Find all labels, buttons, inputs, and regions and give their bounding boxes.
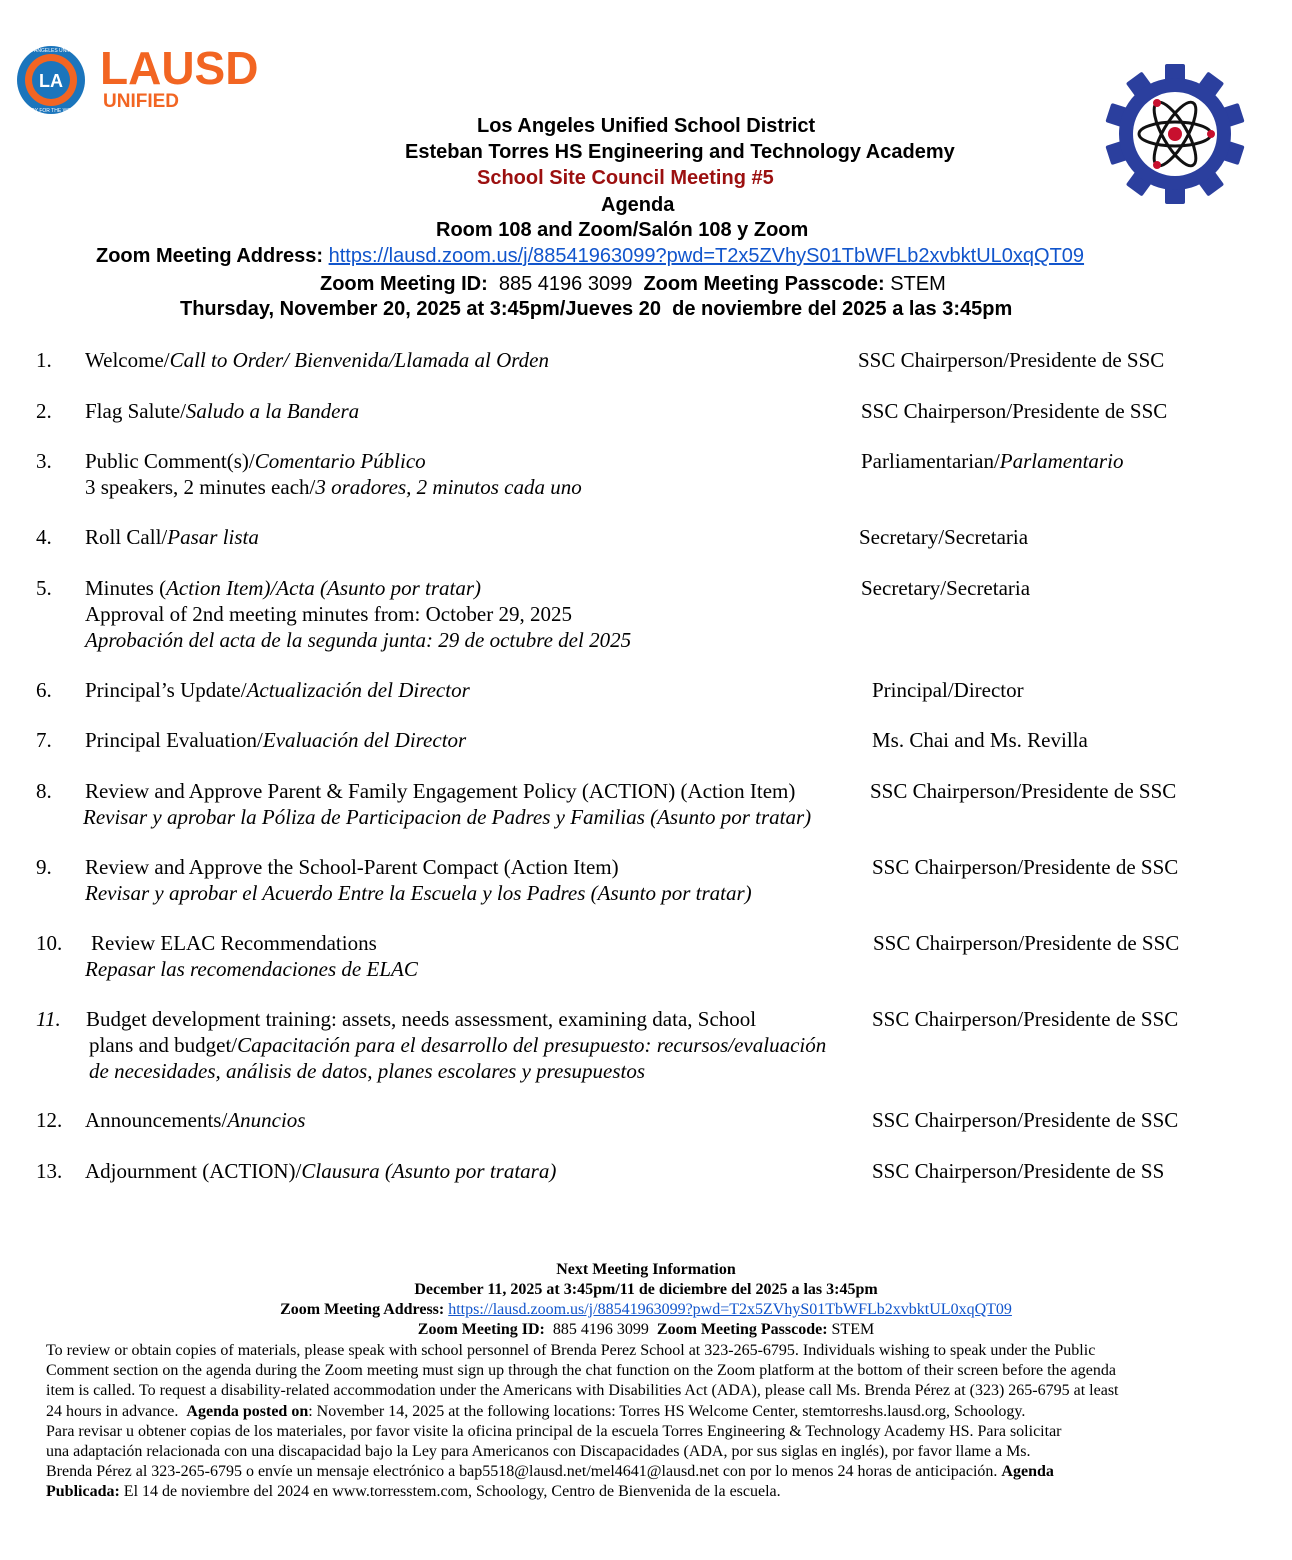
item-number: 4. <box>36 525 52 549</box>
item-presenter: SSC Chairperson/Presidente de SS <box>872 1159 1165 1183</box>
item-text: Roll Call/Pasar lista <box>85 525 259 549</box>
item-text: Principal’s Update/Actualización del Director <box>85 678 470 702</box>
zoom-id-value: 885 4196 3099 <box>487 273 644 295</box>
item-presenter: Secretary/Secretaria <box>859 525 1029 549</box>
item-text: Public Comment(s)/Comentario Público <box>85 449 426 473</box>
item-text: Review and Approve the School-Parent Compact (Action Item) <box>85 855 619 879</box>
next-zoom-id-line <box>0 1320 1292 1340</box>
item-number: 3. <box>36 449 52 473</box>
item-presenter: Ms. Chai and Ms. Revilla <box>872 728 1088 752</box>
item-presenter: Parliamentarian/Parlamentario <box>861 449 1124 473</box>
item-text: Adjournment (ACTION)/Clausura (Asunto por tratara) <box>85 1159 557 1183</box>
item-subtext-es: Repasar las recomendaciones de ELAC <box>85 957 418 981</box>
notice-line-es: Publicada: El 14 de noviembre del 2024 en www.torresstem.com, Schoology, Centro de Bienvenida de la escuela. <box>46 1483 781 1501</box>
svg-text:READY FOR THE WORLD: READY FOR THE WORLD <box>20 108 82 114</box>
next-zoom-address-label: Zoom Meeting Address: <box>280 1301 449 1318</box>
lausd-logo <box>8 38 308 122</box>
notice-line-es: Brenda Pérez al 323-265-6795 o envíe un mensaje electrónico a bap5518@lausd.net/mel4641@lausd.net con por lo menos 24 horas de anticipación. Agenda <box>46 1463 1054 1481</box>
svg-text:UNIFIED: UNIFIED <box>103 91 179 112</box>
item-presenter: SSC Chairperson/Presidente de SSC <box>872 855 1179 879</box>
item-number: 9. <box>36 855 52 879</box>
item-number: 8. <box>36 779 52 803</box>
zoom-pass-label: Zoom Meeting Passcode: <box>643 273 891 295</box>
item-subtext: 3 speakers, 2 minutes each/3 oradores, 2 minutos cada uno <box>85 475 582 499</box>
item-number: 2. <box>36 399 52 423</box>
next-zoom-address-link[interactable]: https://lausd.zoom.us/j/88541963099?pwd=T2x5ZVhyS01TbWFLb2xvbktUL0xqQT09 <box>448 1301 1012 1318</box>
item-presenter: SSC Chairperson/Presidente de SSC <box>861 399 1168 423</box>
item-subtext-es: Revisar y aprobar el Acuerdo Entre la Escuela y los Padres (Asunto por tratar) <box>85 881 752 905</box>
notice-line-es: una adaptación relacionada con una discapacidad bajo la Ley para Americanos con Discapacidades (ADA, por sus siglas en inglés), por favor llame a Ms. <box>46 1443 1031 1461</box>
zoom-address-link[interactable]: https://lausd.zoom.us/j/88541963099?pwd=T2x5ZVhyS01TbWFLb2xvbktUL0xqQT09 <box>328 245 1085 267</box>
item-number: 5. <box>36 576 52 600</box>
item-presenter: SSC Chairperson/Presidente de SSC <box>872 1108 1179 1132</box>
next-zoom-id-label: Zoom Meeting ID: <box>417 1321 545 1338</box>
next-zoom-address-line <box>0 1300 1292 1320</box>
item-number: 1. <box>36 348 52 372</box>
item-number: 10. <box>36 931 63 955</box>
notice-line-es: Para revisar u obtener copias de los materiales, por favor visite la oficina principal de la escuela Torres Engineering & Technology Academy HS. Para solicitar <box>46 1422 1062 1440</box>
notice-line: item is called. To request a disability-related accommodation under the Americans with Disabilities Act (ADA), please call Ms. Brenda Pérez at (323) 265-6795 at least <box>46 1382 1119 1400</box>
item-subtext-es: Revisar y aprobar la Póliza de Participacion de Padres y Familias (Asunto por tratar) <box>83 805 812 829</box>
item-number: 11. <box>36 1007 61 1031</box>
item-presenter: SSC Chairperson/Presidente de SSC <box>870 779 1177 803</box>
item-presenter: SSC Chairperson/Presidente de SSC <box>873 931 1180 955</box>
item-text: Flag Salute/Saludo a la Bandera <box>85 399 360 423</box>
next-meeting-title: Next Meeting Information <box>556 1261 736 1278</box>
gear-atom-icon <box>1100 64 1250 204</box>
footer-notice-en <box>46 1341 1246 1503</box>
item-number: 13. <box>36 1159 63 1183</box>
item-number: 6. <box>36 678 52 702</box>
zoom-id-label: Zoom Meeting ID: <box>320 273 488 295</box>
lausd-seal-icon <box>17 46 85 114</box>
notice-line: 24 hours in advance. Agenda posted on: November 14, 2025 at the following locations: Torres HS Welcome Center, stemtorreshs.lausd.org, Schoology. <box>46 1402 1026 1420</box>
next-zoom-pass-value: STEM <box>831 1321 875 1338</box>
svg-text:LAUSD: LAUSD <box>100 42 259 94</box>
item-presenter: SSC Chairperson/Presidente de SSC <box>858 348 1165 372</box>
notice-line: Comment section on the agenda during the Zoom meeting must sign up through the chat function on the Zoom platform at the bottom of their screen before the agenda <box>46 1362 1116 1380</box>
item-subtext: Approval of 2nd meeting minutes from: October 29, 2025 <box>85 602 572 626</box>
item-subtext: plans and budget/Capacitación para el desarrollo del presupuesto: recursos/evaluación <box>89 1033 827 1057</box>
item-text: Review and Approve Parent & Family Engagement Policy (ACTION) (Action Item) <box>85 779 796 803</box>
item-subtext-es: de necesidades, análisis de datos, planes escolares y presupuestos <box>89 1059 646 1083</box>
item-subtext-es: Aprobación del acta de la segunda junta: 29 de octubre del 2025 <box>85 628 632 652</box>
zoom-pass-value: STEM <box>890 273 946 295</box>
next-meeting-date: December 11, 2025 at 3:45pm/11 de diciembre del 2025 a las 3:45pm <box>414 1281 878 1298</box>
item-text: Budget development training: assets, needs assessment, examining data, School <box>86 1007 757 1031</box>
notice-line: To review or obtain copies of materials, please speak with school personnel of Brenda Perez School at 323-265-6795. Individuals wishing to speak under the Public <box>46 1342 1096 1359</box>
item-text: Review ELAC Recommendations <box>91 931 377 955</box>
item-presenter: Principal/Director <box>872 678 1024 702</box>
next-zoom-pass-label: Zoom Meeting Passcode: <box>656 1321 832 1338</box>
next-zoom-id-value: 885 4196 3099 <box>544 1321 657 1338</box>
item-presenter: SSC Chairperson/Presidente de SSC <box>872 1007 1179 1031</box>
svg-text:LA: LA <box>39 71 63 91</box>
item-text: Minutes (Action Item)/Acta (Asunto por tratar) <box>85 576 482 600</box>
svg-text:LOS ANGELES UNIFIED: LOS ANGELES UNIFIED <box>22 48 80 54</box>
item-text: Welcome/Call to Order/ Bienvenida/Llamada al Orden <box>85 348 549 372</box>
zoom-address-label: Zoom Meeting Address: <box>96 245 329 267</box>
item-number: 12. <box>36 1108 63 1132</box>
item-text: Principal Evaluation/Evaluación del Director <box>85 728 467 752</box>
item-text: Announcements/Anuncios <box>85 1108 306 1132</box>
item-presenter: Secretary/Secretaria <box>861 576 1031 600</box>
item-number: 7. <box>36 728 52 752</box>
